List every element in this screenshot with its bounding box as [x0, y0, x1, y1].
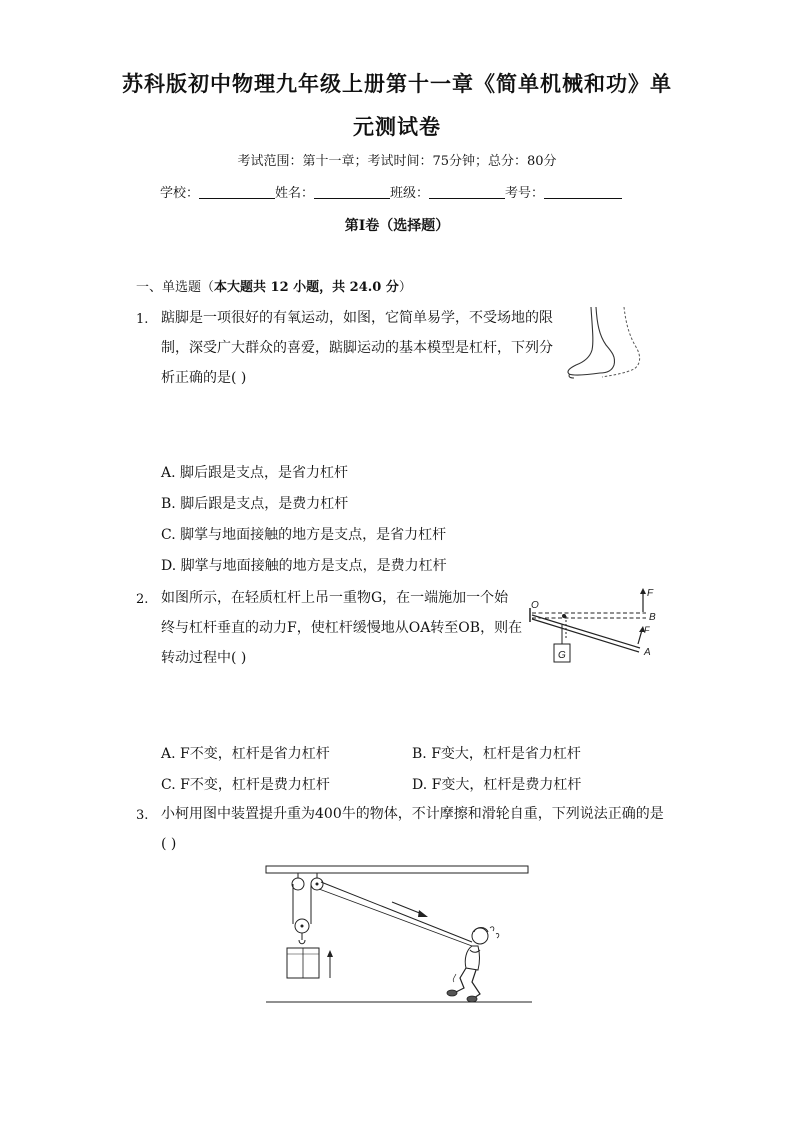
name-blank[interactable]: [314, 184, 390, 199]
question-1-option-b[interactable]: B. 脚后跟是支点，是费力杠杆: [161, 496, 349, 512]
question-2-option-a[interactable]: A. F不变，杠杆是省力杠杆: [161, 746, 330, 762]
pulley-figure: [266, 862, 532, 1010]
page-title-line2: 元测试卷: [353, 114, 441, 139]
question-2-number: 2.: [136, 592, 149, 607]
question-1-text: [161, 303, 571, 393]
lever-label-o: O: [531, 600, 539, 611]
exam-info: 考试范围：第十一章；考试时间：75分钟；总分：80分: [237, 154, 557, 169]
school-label: 学校：: [160, 186, 200, 201]
question-2-option-b[interactable]: B. F变大，杠杆是省力杠杆: [412, 746, 581, 762]
question-3-number: 3.: [136, 808, 149, 823]
question-2-option-c[interactable]: C. F不变，杠杆是费力杠杆: [161, 777, 330, 793]
lever-label-b: B: [649, 612, 656, 623]
question-2-text: [161, 583, 531, 673]
question-type-prefix: 一、单选题（: [136, 280, 215, 295]
page-title: 苏科版初中物理九年级上册第十一章《简单机械和功》单: [122, 71, 672, 96]
class-label: 班级：: [390, 186, 430, 201]
section-title: 第I卷（选择题）: [344, 218, 450, 234]
question-1-option-d[interactable]: D. 脚掌与地面接触的地方是支点，是费力杠杆: [161, 558, 447, 574]
exam-number-label: 考号：: [505, 186, 545, 201]
question-2-line: 终与杠杆垂直的动力F，使杠杆缓慢地从OA转至OB，则在: [161, 620, 523, 636]
question-3-line: 小柯用图中装置提升重为400牛的物体，不计摩擦和滑轮自重，下列说法正确的是: [161, 806, 664, 822]
question-type-suffix: ）: [398, 280, 412, 295]
student-info-fields: [160, 182, 622, 201]
question-type-count: 本大题共 12 小题，共 24.0 分: [214, 280, 399, 295]
question-2-option-d[interactable]: D. F变大，杠杆是费力杠杆: [412, 777, 582, 793]
lever-label-g: G: [558, 650, 566, 661]
lever-label-a: A: [644, 647, 651, 658]
question-1-option-c[interactable]: C. 脚掌与地面接触的地方是支点，是省力杠杆: [161, 527, 447, 543]
question-type-heading: [136, 276, 412, 295]
question-1-option-a[interactable]: A. 脚后跟是支点，是省力杠杆: [161, 465, 349, 481]
question-3-text: [161, 799, 681, 859]
lever-label-f-top: F: [647, 588, 654, 599]
class-blank[interactable]: [429, 184, 505, 199]
question-1-line: 踮脚是一项很好的有氧运动，如图，它简单易学，不受场地的限: [161, 310, 553, 326]
tiptoe-foot-figure: [566, 305, 656, 381]
question-1-line: 析正确的是( ): [161, 370, 247, 386]
lever-figure: [526, 586, 660, 666]
question-1-line: 制，深受广大群众的喜爱，踮脚运动的基本模型是杠杆，下列分: [161, 340, 553, 356]
question-1-number: 1.: [136, 312, 149, 327]
question-3-line: ( ): [161, 836, 177, 852]
school-blank[interactable]: [199, 184, 275, 199]
lever-label-f-side: F: [644, 625, 650, 635]
exam-number-blank[interactable]: [544, 184, 622, 199]
name-label: 姓名：: [275, 186, 315, 201]
question-2-line: 如图所示，在轻质杠杆上吊一重物G，在一端施加一个始: [161, 590, 509, 606]
question-2-line: 转动过程中( ): [161, 650, 247, 666]
